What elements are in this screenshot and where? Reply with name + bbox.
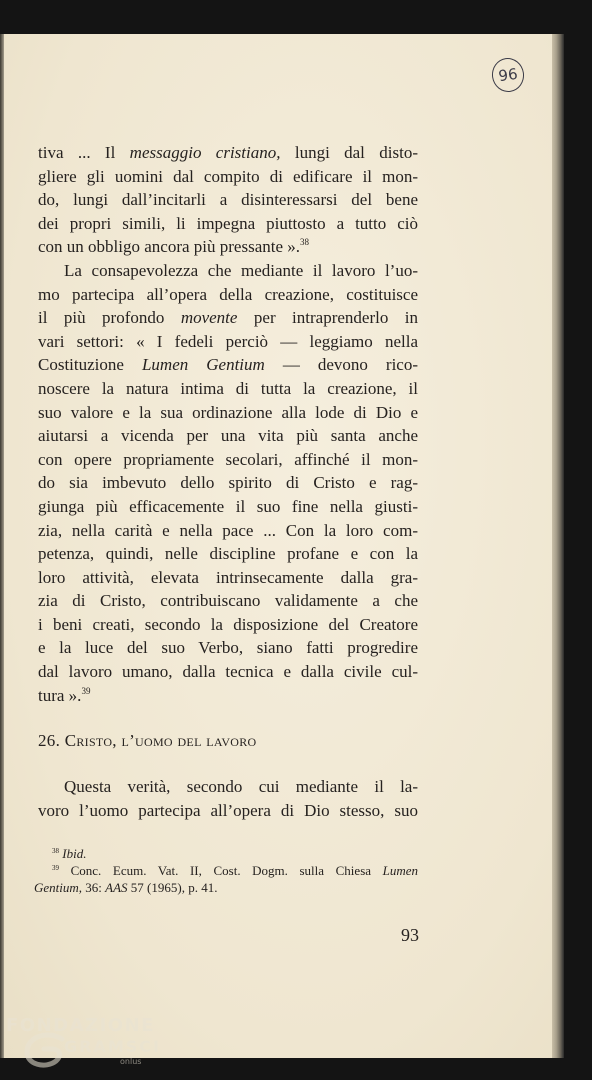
text-line: con opere propriamente secolari, affinché il mon- <box>38 449 418 469</box>
text-line: zia, nella carità e nella pace ... Con la loro com- <box>38 520 418 540</box>
page-number: 93 <box>401 925 419 945</box>
section-title-word: del <box>177 731 202 751</box>
text-line: mo partecipa all’opera della creazione, costituisce <box>38 284 418 304</box>
body-text <box>38 141 418 822</box>
text-line: Questa verità, secondo cui mediante il la- <box>64 777 418 797</box>
archive-stamp-number: 96 <box>497 64 519 86</box>
text-line: e la luce del suo Verbo, siano fatti progredire <box>38 638 418 658</box>
text-line: dei propri simili, li impegna piuttosto a tutto ciò <box>38 213 418 233</box>
paragraph-2-last-line <box>38 684 418 708</box>
paragraph-1 <box>38 141 418 235</box>
footnote-ref-39: 39 <box>81 685 91 696</box>
text-line: vari settori: « I fedeli perciò — leggiamo nella <box>38 331 418 351</box>
text-line: gliere gli uomini dal compito di edificare il mon- <box>38 166 418 186</box>
text-line: voro l’uomo partecipa all’opera di Dio stesso, suo <box>38 800 418 820</box>
text-line: con un obbligo ancora più pressante ». <box>38 237 301 257</box>
text-line: Costituzione Lumen Gentium — devono rico- <box>38 355 418 375</box>
text-line: dal lavoro umano, dalla tecnica e dalla civile cul- <box>38 662 418 682</box>
text-line: il più profondo movente per intraprenderlo in <box>38 308 418 328</box>
spacer <box>38 753 418 775</box>
section-title-word: lavoro <box>206 731 257 751</box>
text-line: i beni creati, secondo la disposizione del Creatore <box>38 614 418 634</box>
text-line: suo valore e la sua ordinazione alla lode di Dio e <box>38 402 418 422</box>
paragraph-2 <box>38 259 418 684</box>
watermark-swirl-icon <box>22 1031 68 1071</box>
watermark-logo <box>2 1013 161 1073</box>
footnote-text: Ibid. <box>62 846 87 861</box>
text-line: loro attività, elevata intrinsecamente dalla gra- <box>38 567 418 587</box>
spacer <box>38 707 418 729</box>
text-line: petenza, quindi, nelle discipline profane e con la <box>38 544 418 564</box>
text-line: do, lungi dall’incitarli a disinteressarsi del bene <box>38 190 418 210</box>
section-number: 26. <box>38 731 61 751</box>
footnote-marker: 38 <box>52 847 59 855</box>
text-line: do sia imbevuto dello spirito di Cristo e rag- <box>38 473 418 493</box>
section-title-word: l’uomo <box>121 731 173 751</box>
watermark-text: FONDAZIONE <box>6 1015 155 1036</box>
text-line: noscere la natura intima di tutta la creazione, il <box>38 378 418 398</box>
paragraph-3 <box>38 775 418 822</box>
watermark-text: GRAMSCI <box>64 1037 161 1056</box>
text-line: zia di Cristo, contribuiscano validamente a che <box>38 591 418 611</box>
text-line: tiva ... Il messaggio cristiano, lungi dal disto- <box>38 143 418 162</box>
page-edge <box>552 34 564 1058</box>
watermark-text: onlus <box>120 1057 142 1066</box>
text-line: giunga più efficacemente il suo fine nella giusti- <box>38 496 418 516</box>
text-line: aiutarsi a vicenda per una vita più santa anche <box>38 426 418 446</box>
footnote-39 <box>34 862 418 879</box>
footnotes <box>34 845 418 896</box>
text-line: tura ». <box>38 685 82 705</box>
text-line: La consapevolezza che mediante il lavoro l’uo- <box>64 260 418 280</box>
footnote-38 <box>34 845 418 862</box>
footnote-ref-38: 38 <box>300 237 310 248</box>
footnote-39-continuation <box>34 879 418 896</box>
footnote-text: Gentium, 36: AAS 57 (1965), p. 41. <box>34 880 218 895</box>
section-title-word: Cristo, <box>64 731 117 751</box>
footnote-text: Conc. Ecum. Vat. II, Cost. Dogm. sulla Chiesa Lumen <box>70 863 418 878</box>
paragraph-1-last-line <box>38 235 418 259</box>
footnote-marker: 39 <box>52 864 59 872</box>
section-heading <box>38 729 418 753</box>
